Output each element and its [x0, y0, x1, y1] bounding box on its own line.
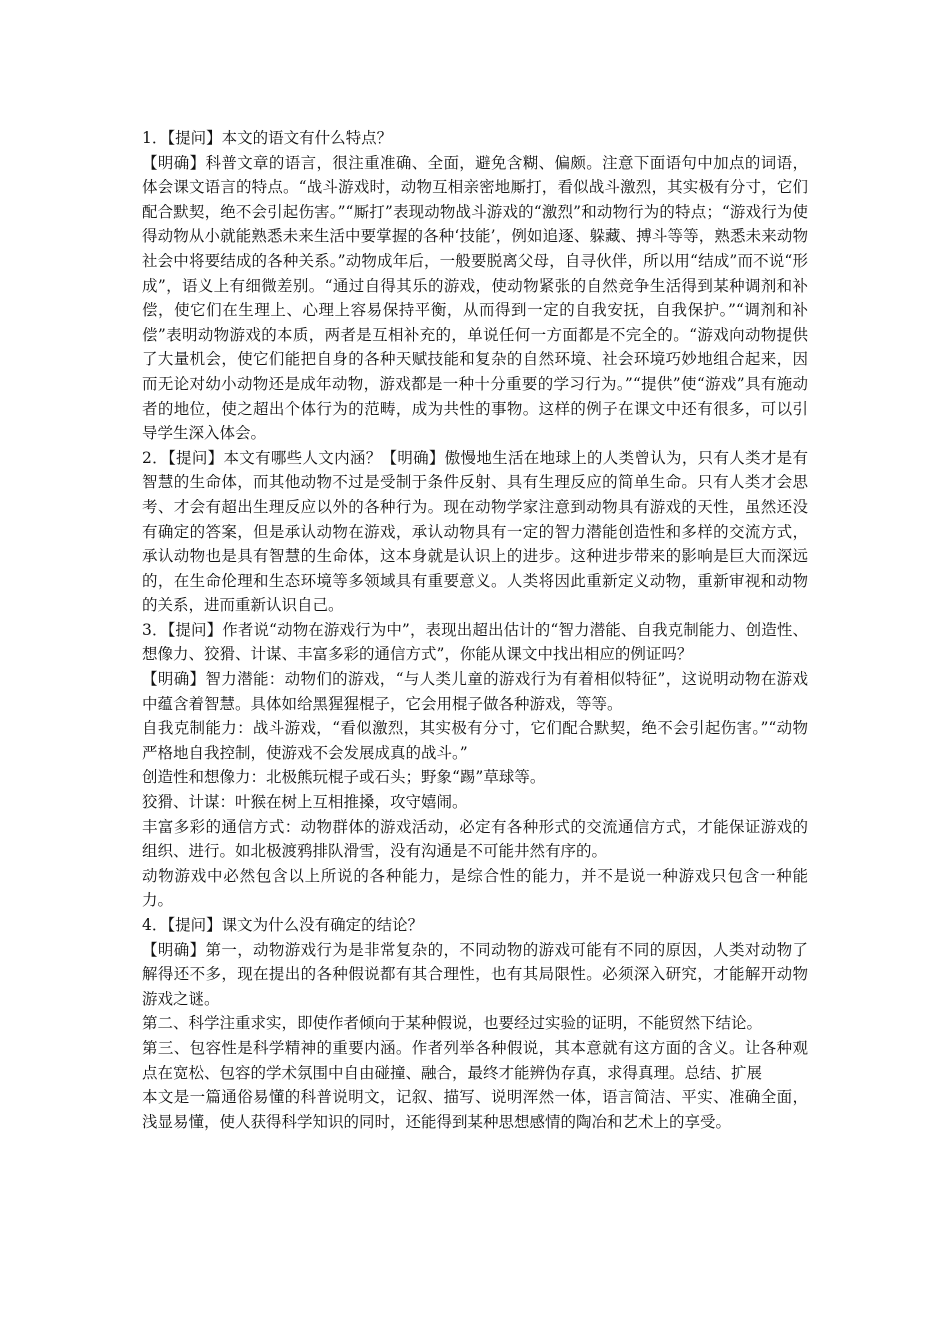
answer-4-second: 第二、科学注重求实，即使作者倾向于某种假说，也要经过实验的证明，不能贸然下结论。 — [142, 1014, 763, 1033]
answer-3-intelligence: 【明确】智力潜能：动物们的游戏，“与人类儿童的游戏行为有着相似特征”，这说明动物在游戏中蕴含着智慧。具体如给黑猩猩棍子，它会用棍子做各种游戏，等等。 — [142, 670, 808, 713]
answer-3-creativity: 创造性和想像力：北极熊玩棍子或石头；野象“踢”草球等。 — [142, 768, 546, 787]
conclusion-paragraph: 本文是一篇通俗易懂的科普说明文，记叙、描写、说明浑然一体，语言简洁、平实、准确全面，浅显易懂，使人获得科学知识的同时，还能得到某种思想感情的陶冶和艺术上的享受。 — [142, 1088, 808, 1131]
question-1-heading: 1．【提问】本文的语文有什么特点？ — [142, 129, 393, 147]
answer-4-third: 第三、包容性是科学精神的重要内涵。作者列举各种假说，其本意就有这方面的含义。让各种观点在宽松、包容的学术氛围中自由碰撞、融合，最终才能辨伪存真，求得真理。总结、扩展 — [142, 1038, 808, 1082]
answer-4-first: 【明确】第一，动物游戏行为是非常复杂的，不同动物的游戏可能有不同的原因，人类对动物了解得还不多，现在提出的各种假说都有其合理性，也有其局限性。必须深入研究，才能解开动物游戏之谜。 — [142, 940, 808, 1008]
answer-3-communication: 丰富多彩的通信方式：动物群体的游戏活动，必定有各种形式的交流通信方式，才能保证游戏的组织、进行。如北极渡鸦排队滑雪，没有沟通是不可能井然有序的。 — [142, 817, 808, 861]
question-2-paragraph: 2．【提问】本文有哪些人文内涵？【明确】傲慢地生活在地球上的人类曾认为，只有人类才是有智慧的生命体，而其他动物不过是受制于条件反射、具有生理反应的简单生命。只有人类才会思考、才会有超出生理反应以外的各种行为。现在动物学家注意到动物具有游戏的天性，虽然还没有确定的答案，但是承认动物在游戏，承认动物具有一定的智力潜能创造性和多样的交流方式，承认动物也是具有智慧的生命体，这本身就是认识上的进步。这种进步带来的影响是巨大而深远的，在生命伦理和生态环境等多领域具有重要意义。人类将因此重新定义动物，重新审视和动物的关系，进而重新认识自己。 — [142, 448, 808, 615]
answer-3-summary: 动物游戏中必然包含以上所说的各种能力，是综合性的能力，并不是说一种游戏只包含一种能力。 — [142, 866, 808, 910]
question-3-heading: 3．【提问】作者说“动物在游戏行为中”，表现出超出估计的“智力潜能、自我克制能力、创造性、想像力、狡猾、计谋、丰富多彩的通信方式”，你能从课文中找出相应的例证吗？ — [142, 620, 808, 664]
answer-1-paragraph: 【明确】科普文章的语言，很注重准确、全面，避免含糊、偏颇。注意下面语句中加点的词语，体会课文语言的特点。“战斗游戏时，动物互相亲密地厮打，看似战斗激烈，其实极有分寸，它们配合默契，绝不会引起伤害。”“厮打”表现动物战斗游戏的“激烈”和动物行为的特点；“游戏行为使得动物从小就能熟悉未来生活中要掌握的各种‘技能’，例如追逐、躲藏、搏斗等等，熟悉未来动物社会中将要结成的各种关系。”动物成年后，一般要脱离父母，自寻伙伴，所以用“结成”而不说“形成”，语义上有细微差别。“通过自得其乐的游戏，使动物紧张的自然竞争生活得到某种调剂和补偿，使它们在生理上、心理上容易保持平衡，从而得到一定的自我安抚，自我保护。”“调剂和补偿”表明动物游戏的本质，两者是互相补充的，单说任何一方面都是不完全的。“游戏向动物提供了大量机会，使它们能把自身的各种天赋技能和复杂的自然环境、社会环境巧妙地组合起来，因而无论对幼小动物还是成年动物，游戏都是一种十分重要的学习行为。”“提供”使“游戏”具有施动者的地位，使之超出个体行为的范畴，成为共性的事物。这样的例子在课文中还有很多，可以引导学生深入体会。 — [142, 153, 808, 443]
answer-3-self-control: 自我克制能力：战斗游戏，“看似激烈，其实极有分寸，它们配合默契，绝不会引起伤害。”“动物严格地自我控制，使游戏不会发展成真的战斗。” — [142, 719, 808, 762]
document-body — [142, 126, 808, 1134]
question-4-heading: 4．【提问】课文为什么没有确定的结论？ — [142, 916, 424, 934]
answer-3-cunning: 狡猾、计谋：叶猴在树上互相推搡，攻守嬉闹。 — [142, 793, 468, 812]
